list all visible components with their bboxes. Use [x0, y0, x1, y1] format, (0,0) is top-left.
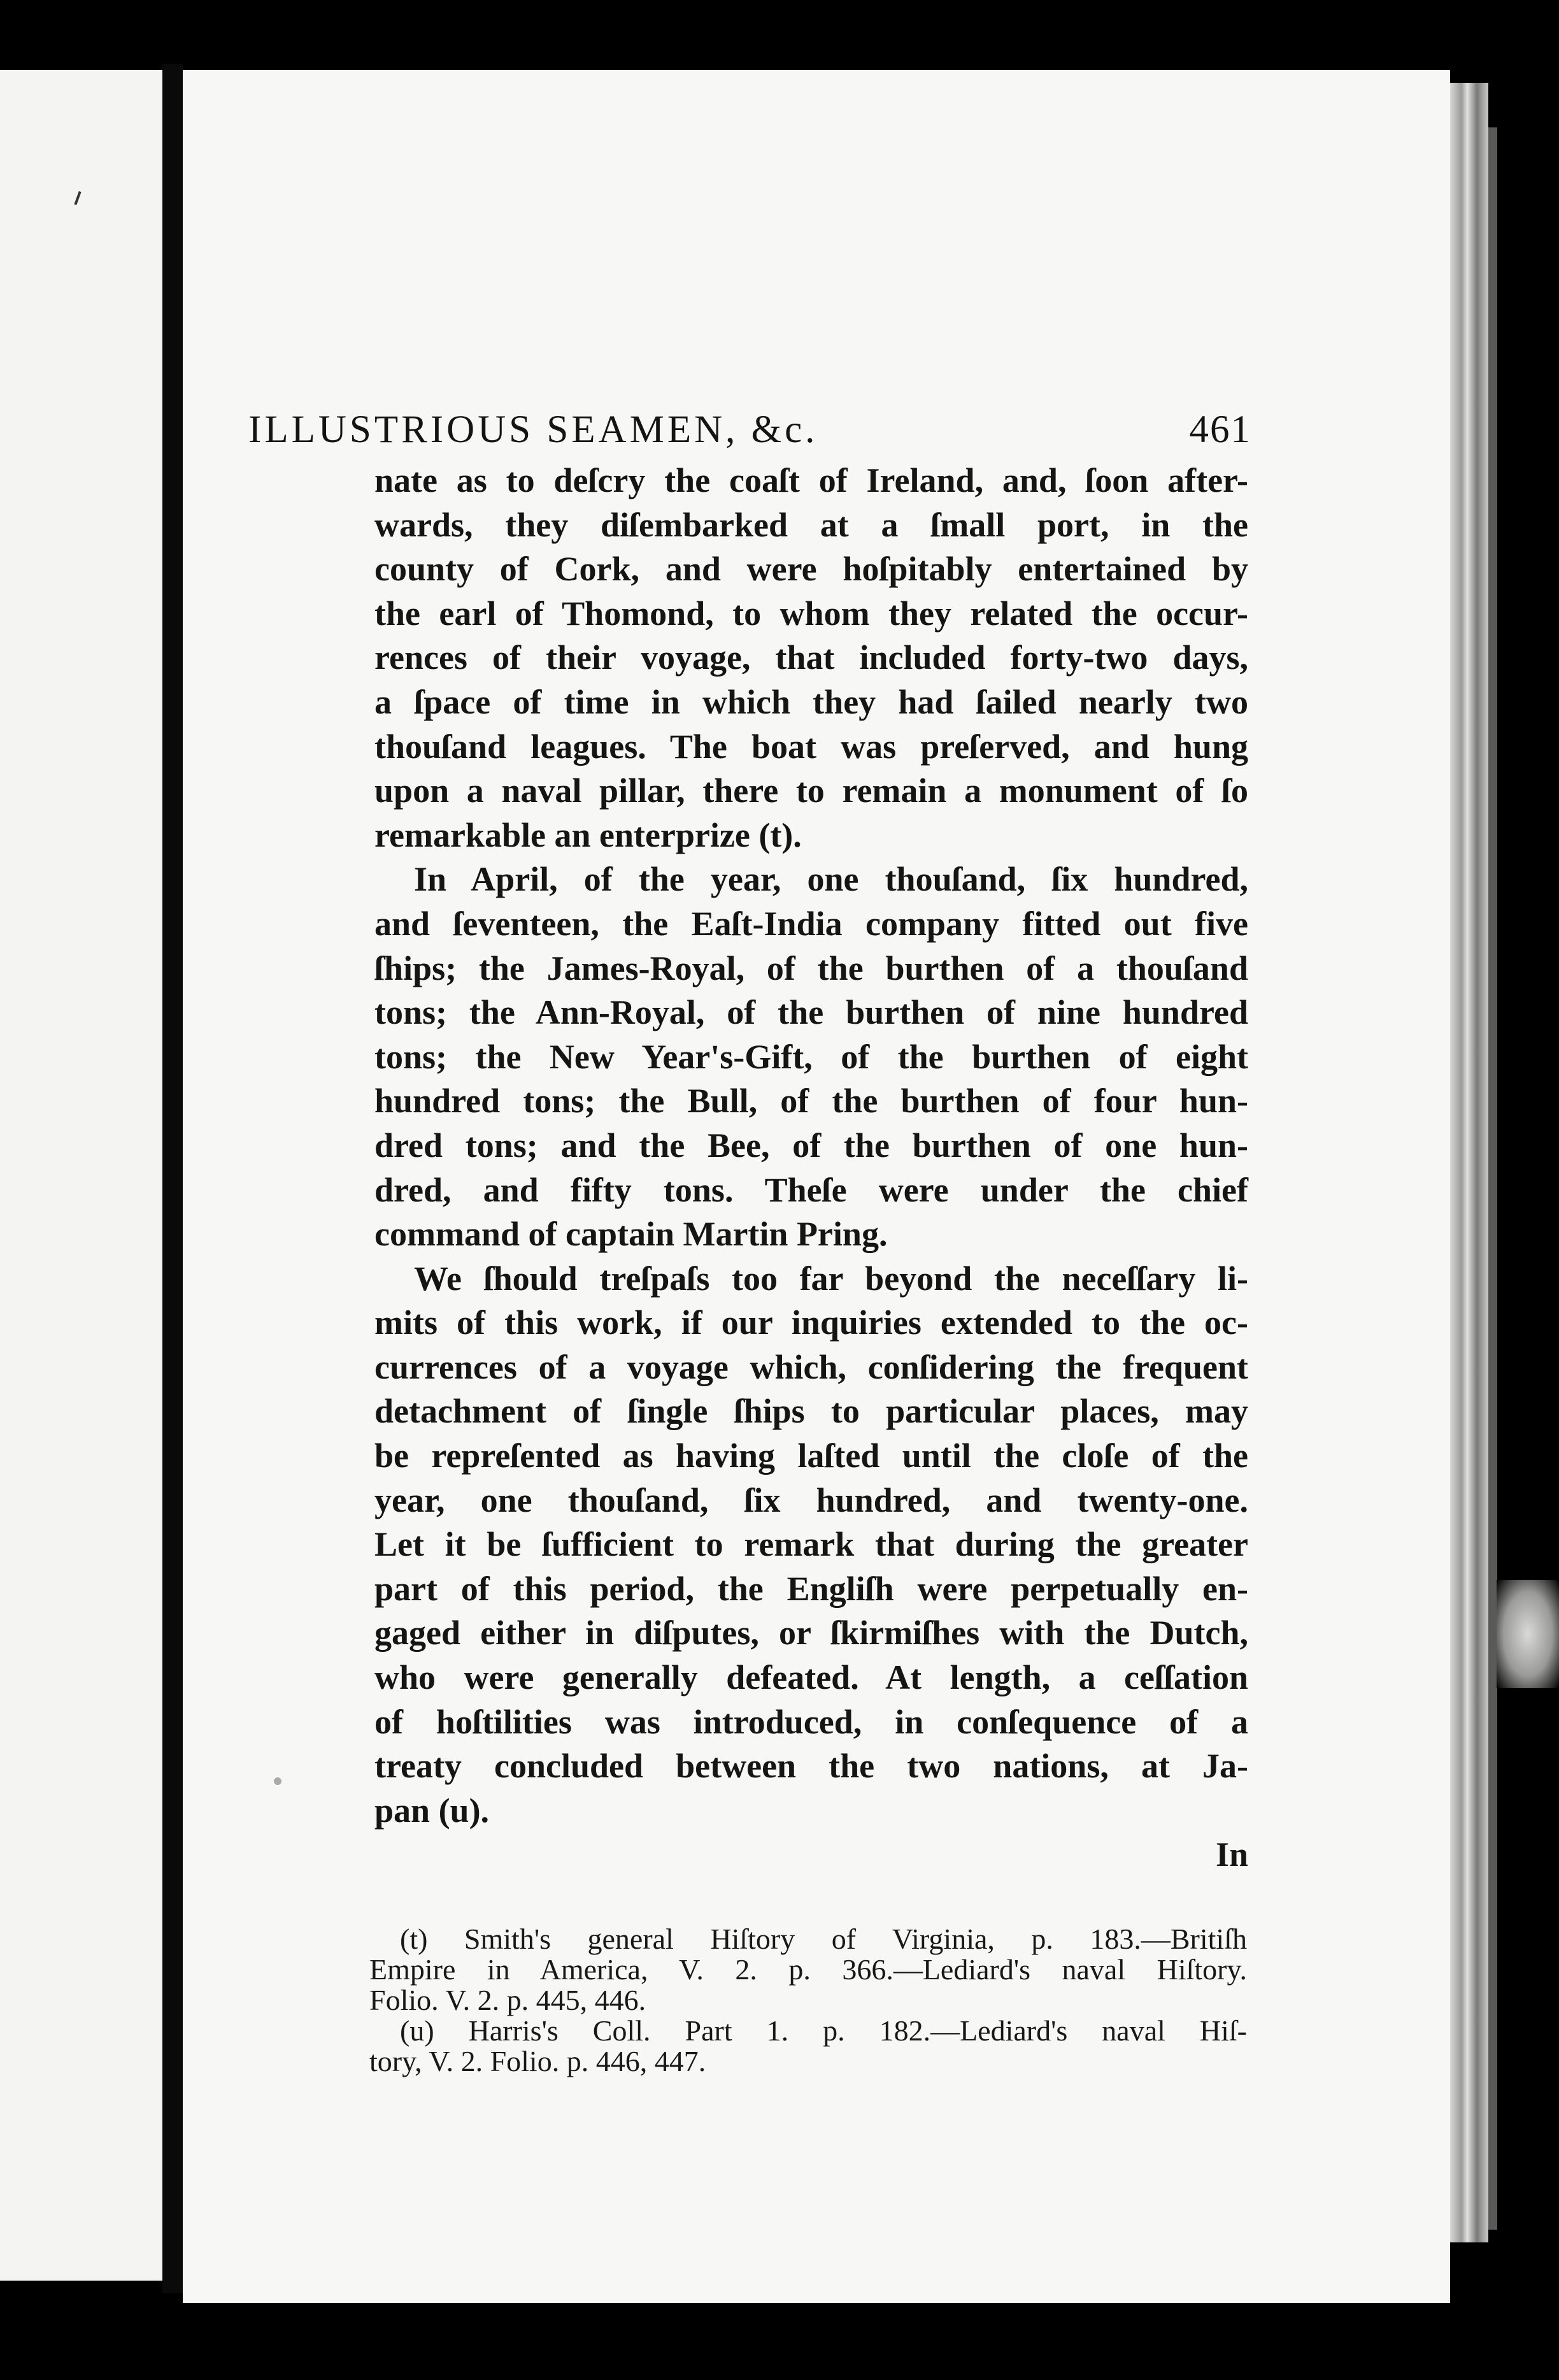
body-line: the earl of Thomond, to whom they related the occur- — [374, 594, 1248, 633]
footnote-line: Empire in America, V. 2. p. 366.—Lediard's naval Hiſtory. — [369, 1953, 1247, 1986]
body-line: tons; the New Year's-Gift, of the burthen of eight — [374, 1037, 1248, 1076]
body-text — [374, 459, 1248, 1877]
body-line: upon a naval pillar, there to remain a monument of ſo — [374, 771, 1248, 810]
body-line: mits of this work, if our inquiries extended to the oc- — [374, 1303, 1248, 1342]
body-line: command of captain Martin Pring. — [374, 1215, 888, 1254]
page-stack-edge — [1450, 83, 1488, 2242]
body-line: dred, and fifty tons. Theſe were under the chief — [374, 1170, 1248, 1209]
body-line: pan (u). — [374, 1791, 490, 1830]
book-gutter — [162, 64, 183, 2293]
body-line: who were generally defeated. At length, a ceſſation — [374, 1658, 1248, 1697]
body-line: nate as to deſcry the coaſt of Ireland, and, ſoon after- — [374, 461, 1248, 499]
body-line: wards, they diſembarked at a ſmall port, in the — [374, 505, 1248, 544]
body-line: year, one thouſand, ſix hundred, and twenty-one. — [374, 1480, 1248, 1519]
body-line: treaty concluded between the two nations, at Ja- — [374, 1747, 1248, 1786]
paper-speck — [274, 1777, 281, 1785]
footnote-line: (u) Harris's Coll. Part 1. p. 182.—Lediard's naval Hiſ- — [400, 2014, 1247, 2047]
body-line: tons; the Ann-Royal, of the burthen of nine hundred — [374, 993, 1248, 1032]
paragraph-start: In April, of the year, one thouſand, ſix hundred, — [414, 860, 1248, 899]
body-line: gaged either in diſputes, or ſkirmiſhes with the Dutch, — [374, 1614, 1248, 1652]
footnotes — [369, 1924, 1247, 2077]
body-line: and ſeventeen, the Eaſt-India company fitted out five — [374, 904, 1248, 943]
page-number: 461 — [1189, 408, 1251, 451]
paragraph-start: We ſhould treſpaſs too far beyond the neceſſary li- — [414, 1259, 1248, 1298]
page-stack-shadow — [1488, 127, 1497, 2230]
body-line: Let it be ſufficient to remark that during the greater — [374, 1525, 1248, 1564]
footnote-line: (t) Smith's general Hiſtory of Virginia, p. 183.—Britiſh — [400, 1923, 1247, 1955]
footnote-line: Folio. V. 2. p. 445, 446. — [369, 1984, 646, 2016]
body-line: part of this period, the Engliſh were perpetually en- — [374, 1569, 1248, 1608]
body-line: currences of a voyage which, conſidering the frequent — [374, 1347, 1248, 1386]
body-line: be repreſented as having laſted until the cloſe of the — [374, 1437, 1248, 1475]
catchword: In — [1215, 1835, 1248, 1874]
running-header — [248, 408, 1251, 459]
body-line: a ſpace of time in which they had ſailed nearly two — [374, 682, 1248, 721]
body-line: detachment of ſingle ſhips to particular places, may — [374, 1392, 1248, 1431]
ink-mark — [74, 191, 81, 205]
body-line: dred tons; and the Bee, of the burthen of one hun- — [374, 1126, 1248, 1165]
body-line: rences of their voyage, that included forty-two days, — [374, 638, 1248, 677]
body-line: thouſand leagues. The boat was preſerved, and hung — [374, 727, 1248, 766]
running-title: ILLUSTRIOUS SEAMEN, &c. — [248, 408, 818, 451]
body-line: ſhips; the James-Royal, of the burthen of a thouſand — [374, 949, 1248, 987]
left-page-edge — [0, 70, 162, 2281]
footnote-line: tory, V. 2. Folio. p. 446, 447. — [369, 2045, 706, 2077]
body-line: of hoſtilities was introduced, in conſequence of a — [374, 1702, 1248, 1741]
body-line: remarkable an enterprize (t). — [374, 815, 802, 854]
body-line: county of Cork, and were hoſpitably entertained by — [374, 550, 1248, 589]
paper-sliver — [1497, 1580, 1559, 1688]
body-line: hundred tons; the Bull, of the burthen of four hun- — [374, 1082, 1248, 1121]
